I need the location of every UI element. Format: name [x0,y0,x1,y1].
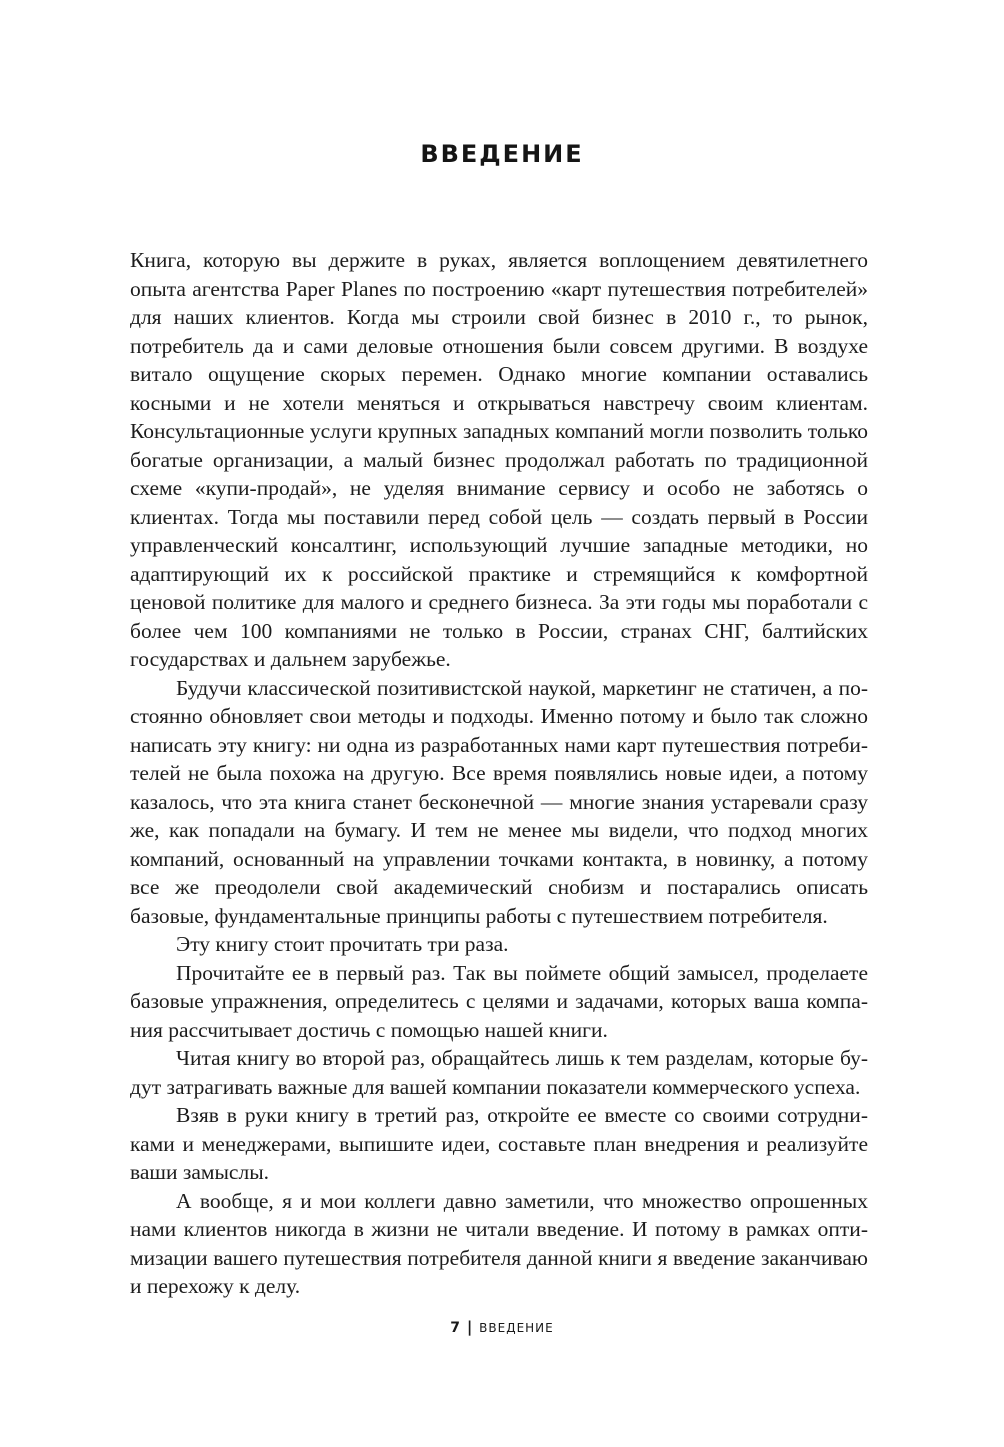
paragraph: Взяв в руки книгу в третий раз, откройте ее вместе со своими сотрудниками и менеджерами, выпишите идеи, составьте план внедрения и реализуйте ваши замыслы. [130,1103,868,1184]
paragraph: Эту книгу стоит прочитать три раза. [176,932,509,956]
footer-separator: | [466,1318,473,1336]
paragraph: Будучи классической позитивистской наукой, маркетинг не статичен, а постоянно обновляет свои методы и подходы. Именно потому и было так сложно написать эту книгу: ни одна из разработанных нами карт путешествия потребителей не была похожа на другую. Все время появлялись новые идеи, а потому казалось, что эта книга станет бесконечной — многие знания устаревали сразу же, как попадали на бумагу. И тем не менее мы видели, что подход многих компаний, основанный на управлении точками контакта, в новинку, а потому все же преодолели свой академический снобизм и постарались описать базовые, фундаментальные принципы работы с путешествием потребителя. [130,675,868,928]
page-footer [0,1318,1004,1336]
chapter-heading: ВВЕДЕНИЕ [420,140,584,169]
paragraph: Книга, которую вы держите в руках, является воплощением девятилетнего опыта агентства Paper Planes по построению «карт путешествия потребителей» для наших клиентов. Когда мы строили свой бизнес в 2010 г., то рынок, потребитель да и сами деловые отношения были совсем другими. В воздухе витало ощущение скорых перемен. Однако многие компании оставались косными и не хотели меняться и открываться навстречу своим клиентам. Консультационные услуги крупных западных компаний могли позволить только богатые организации, а малый бизнес продолжал работать по традиционной схеме «купи-продай», не уделяя внимание сервису и особо не заботясь о клиентах. Тогда мы поставили перед собой цель — создать первый в России управленческий консалтинг, использующий лучшие западные методики, но адаптирующий их к российской практике и стремящийся к комфортной ценовой политике для малого и среднего бизнеса. За эти годы мы поработали с более чем 100 компаниями не только в России, странах СНГ, балтийских государствах и дальнем зарубежье. [130,248,868,671]
paragraph: Читая книгу во второй раз, обращайтесь лишь к тем разделам, которые будут затрагивать важные для вашей компании показатели коммерческого успеха. [130,1046,868,1099]
page-number: 7 [450,1320,460,1336]
paragraph: Прочитайте ее в первый раз. Так вы поймете общий замысел, проделаете базовые упражнения, определитесь с целями и задачами, которых ваша компания рассчитывает достичь с помощью нашей книги. [130,960,868,1042]
paragraph: А вообще, я и мои коллеги давно заметили, что множество опрошенных нами клиентов никогда в жизни не читали введение. И потому в рамках оптимизации вашего путешествия потребителя данной книги я введение заканчиваю и перехожу к делу. [130,1188,868,1298]
running-title: ВВЕДЕНИЕ [479,1321,554,1335]
body-text [130,246,868,1301]
